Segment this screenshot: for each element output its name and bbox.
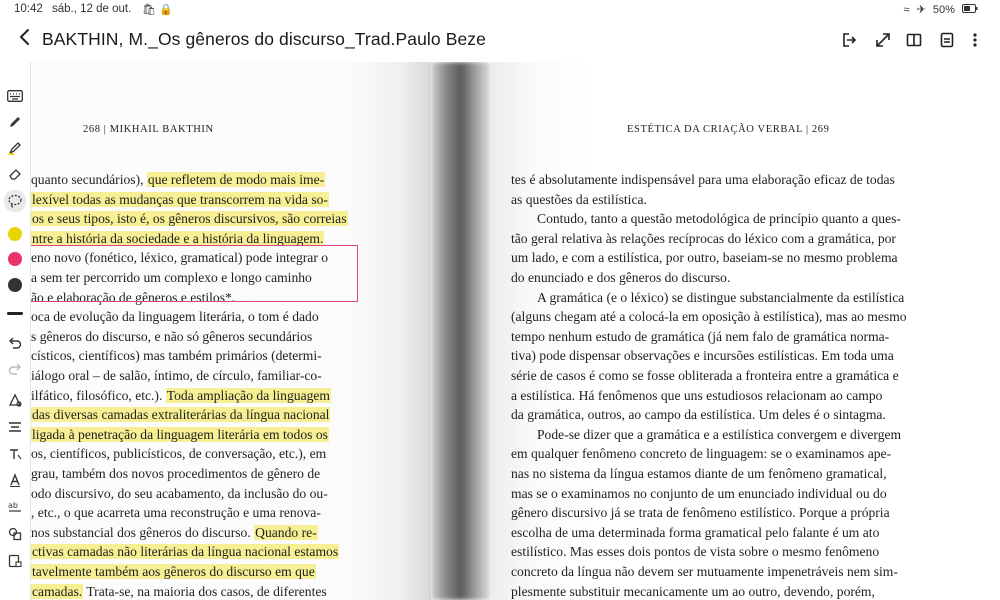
more-options-button[interactable] — [964, 29, 986, 51]
text-line — [31, 405, 330, 424]
status-date: sáb., 12 de out. — [52, 3, 132, 15]
wifi-icon: ≈ — [903, 4, 910, 16]
annotation-toolbar — [0, 62, 31, 600]
eraser-icon — [7, 166, 23, 182]
text-segment: plesmente substituir mecanicamente um ao outro, devendo, porém, — [511, 583, 875, 599]
color-black-swatch[interactable] — [8, 278, 22, 292]
image-lock-tool[interactable] — [5, 551, 25, 571]
battery-icon — [962, 4, 978, 16]
text-line — [511, 464, 887, 483]
status-icons-left — [142, 3, 173, 16]
text-line — [31, 327, 312, 346]
lasso-select-icon — [7, 193, 23, 209]
text-line — [31, 366, 322, 385]
export-button[interactable] — [838, 29, 860, 51]
text-line — [31, 523, 318, 542]
shape-tool[interactable] — [5, 390, 25, 410]
page-view-button[interactable] — [936, 29, 958, 51]
color-yellow-swatch[interactable] — [8, 227, 22, 241]
text-line — [511, 542, 879, 561]
text-line — [511, 346, 894, 365]
right-page — [491, 62, 1000, 600]
text-line — [511, 562, 898, 581]
text-line — [31, 464, 320, 483]
right-running-head: ESTÉTICA DA CRIAÇÃO VERBAL | 269 — [627, 124, 830, 135]
highlighter-icon — [7, 140, 23, 156]
text-segment: tiva) pode dispensar observações e incursões estilísticas. Em toda uma — [511, 348, 894, 364]
text-segment: quanto secundários), — [31, 172, 147, 187]
text-box-tool[interactable] — [5, 497, 25, 517]
text-segment: estilístico. Mas esses dois pontos de vista sobre o mesmo fenômeno — [511, 544, 880, 560]
text-box-icon — [7, 499, 23, 515]
text-segment: , etc., o que acarreta uma reconstrução e uma renova- — [31, 505, 321, 521]
text-line — [511, 405, 886, 424]
text-tool[interactable] — [5, 444, 25, 464]
text-segment: as questões da estilística. — [511, 191, 647, 207]
book-view-icon — [905, 31, 923, 49]
text-segment: s gêneros do discurso, e não só gêneros secundários — [31, 328, 313, 344]
text-segment: mas se o examinamos no conjunto de um enunciado individual ou do — [511, 485, 887, 501]
text-line — [31, 190, 329, 209]
text-segment: gênero discursivo já se trata de fenômeno estilístico. Porque a própria — [511, 505, 890, 521]
color-pink-swatch[interactable] — [8, 252, 22, 266]
text-segment: tes é absolutamente indispensável para uma elaboração eficaz de todas — [511, 172, 895, 187]
highlighted-text: camadas. — [32, 583, 83, 599]
text-line — [511, 170, 895, 189]
text-segment: tão geral relativa às relações recíprocas do léxico com a gramática, por — [511, 230, 896, 246]
left-running-head: 268 | MIKHAIL BAKTHIN — [83, 124, 214, 135]
text-segment: Contudo, tanto a questão metodológica de princípio quanto a ques- — [537, 211, 901, 227]
text-segment: (alguns chegam até a colocá-la em oposição à estilística), mas ao mesmo — [511, 309, 907, 325]
highlighted-text: ntre a história da sociedade e a história da linguagem. — [32, 230, 324, 246]
undo-icon — [7, 335, 23, 351]
text-segment: A gramática (e o léxico) se distingue substancialmente da estilística — [537, 289, 905, 305]
text-line — [511, 307, 907, 326]
text-segment: a sem ter percorrido um complexo e longo caminho — [31, 270, 312, 285]
shapes-icon — [7, 526, 23, 542]
highlighted-text: que refletem de modo mais ime- — [147, 172, 325, 187]
text-style-tool[interactable] — [5, 470, 25, 490]
text-line — [537, 209, 901, 228]
annotation-rectangle[interactable] — [31, 245, 358, 302]
lock-icon: 🔒 — [159, 4, 173, 16]
text-line — [31, 170, 325, 189]
keyboard-icon — [7, 90, 23, 102]
shapes-tool[interactable] — [5, 524, 25, 544]
pen-tool[interactable] — [5, 112, 25, 132]
text-segment: Pode-se dizer que a gramática e a estilística convergem e divergem — [537, 426, 902, 442]
text-segment: iálogo oral – de salão, íntimo, de círculo, familiar-co- — [31, 368, 322, 383]
text-segment: oca de evolução da linguagem literária, o tom é dado — [31, 309, 319, 325]
text-line — [511, 366, 899, 385]
text-segment: a estilística. Há fenômenos que uns estudiosos relacionam ao campo — [511, 387, 883, 403]
export-icon — [840, 31, 858, 49]
text-align-tool[interactable] — [5, 417, 25, 437]
text-align-icon — [7, 419, 23, 435]
expand-button[interactable] — [872, 29, 894, 51]
bag-icon: 🛍 — [142, 4, 156, 16]
text-line — [31, 209, 348, 228]
text-line — [537, 288, 904, 307]
highlighter-tool[interactable] — [5, 138, 25, 158]
text-segment: odo discursivo, do seu acabamento, da inclusão do ou- — [31, 485, 328, 501]
text-segment: série de casos é como se fosse obliterada a fronteira entre a gramática e — [511, 368, 899, 383]
text-line — [31, 582, 327, 600]
redo-icon — [7, 361, 23, 377]
text-line — [511, 503, 890, 522]
text-line — [511, 229, 896, 248]
text-line — [31, 562, 316, 581]
image-lock-icon — [7, 553, 23, 569]
eraser-tool[interactable] — [5, 164, 25, 184]
shape-icon — [7, 392, 23, 408]
highlighted-text: tavelmente também aos gêneros do discurso em que — [32, 564, 315, 579]
text-line — [31, 346, 322, 365]
highlighted-text: das diversas camadas extraliterárias da língua nacional — [32, 407, 330, 423]
text-style-icon — [7, 472, 23, 488]
lasso-select-tool[interactable] — [4, 190, 26, 212]
app-bar — [0, 20, 1000, 62]
text-segment: os, científicos, publicísticos, de conversação, etc.), em — [31, 446, 327, 462]
page-icon — [938, 31, 956, 49]
text-line — [31, 307, 319, 326]
status-time: 10:42 — [14, 3, 43, 15]
status-icons-right — [900, 3, 978, 16]
undo-button[interactable] — [5, 333, 25, 353]
chevron-left-icon — [17, 28, 31, 46]
highlighted-text: ctivas camadas não literárias da língua nacional estamos — [32, 544, 339, 560]
text-line — [511, 327, 889, 346]
text-line — [537, 425, 901, 444]
document-title: BAKTHIN, M._Os gêneros do discurso_Trad.Paulo Beze — [42, 29, 486, 49]
expand-icon — [874, 31, 892, 49]
text-segment: tempo nenhum estudo de gramática (já nem falo de gramática norma- — [511, 328, 890, 344]
text-segment: ilfático, filosófico, etc.). — [31, 387, 166, 403]
text-icon — [7, 446, 23, 462]
text-line — [511, 523, 879, 542]
book-spine-shadow — [431, 62, 491, 600]
text-line — [31, 444, 326, 463]
highlighted-text: Quando re- — [255, 524, 317, 540]
text-segment: em qualquer fenômeno concreto de linguagem: se o examinamos ape- — [511, 446, 892, 462]
text-segment: da gramática, outros, ao campo da estilística. Um deles é o sintagma. — [511, 407, 886, 423]
stroke-width-selector[interactable] — [7, 312, 23, 315]
text-line — [31, 386, 331, 405]
text-segment: nas no sistema da língua estamos diante de um fenômeno gramatical, — [511, 466, 887, 481]
text-segment: eno novo (fonético, léxico, gramatical) pode integrar o — [31, 250, 329, 266]
keyboard-tool[interactable] — [5, 86, 25, 106]
document-viewer[interactable] — [31, 62, 1000, 600]
pen-icon — [7, 114, 23, 130]
highlighted-text: lexível todas as mudanças que transcorrem na vida so- — [32, 191, 328, 207]
redo-button[interactable] — [5, 359, 25, 379]
airplane-icon: ✈ — [916, 4, 926, 16]
text-line — [31, 542, 339, 561]
status-bar — [0, 0, 1000, 20]
text-line — [31, 503, 321, 522]
svg-text:ab: ab — [8, 501, 18, 510]
text-segment: um lado, e com a estilística, por outro, baseiam-se no mesmo problema — [511, 250, 898, 266]
text-line — [511, 386, 882, 405]
text-segment: do enunciado e dos gêneros do discurso. — [511, 270, 731, 285]
text-line — [31, 484, 328, 503]
text-segment: Trata-se, na maioria dos casos, de diferentes — [83, 583, 327, 599]
highlighted-text: os e seus tipos, isto é, os gêneros discursivos, são correias — [32, 211, 347, 227]
text-line — [511, 582, 875, 600]
text-segment: nos substancial dos gêneros do discurso. — [31, 524, 255, 540]
more-icon — [972, 31, 978, 49]
text-segment: císticos, científicos) mas também primários (determi- — [31, 348, 322, 364]
highlighted-text: ligada à penetração da linguagem literária em todos os — [32, 426, 328, 442]
highlighted-text: Toda ampliação da linguagem — [166, 387, 331, 403]
text-line — [511, 268, 730, 287]
text-segment: escolha de uma determinada forma gramatical pelo falante é um ato — [511, 524, 880, 540]
text-line — [511, 484, 887, 503]
text-line — [511, 190, 647, 209]
text-line — [31, 425, 329, 444]
text-segment: grau, também dos novos procedimentos de gênero de — [31, 466, 321, 481]
back-button[interactable] — [12, 28, 36, 52]
book-view-button[interactable] — [903, 29, 925, 51]
text-segment: ão e elaboração de gêneros e estilos*. — [31, 289, 236, 305]
text-line — [511, 444, 891, 463]
battery-level: 50% — [932, 4, 955, 16]
left-page — [31, 62, 431, 600]
text-segment: concreto da língua não devem ser mutuamente impenetráveis nem sim- — [511, 564, 898, 579]
text-line — [511, 248, 898, 267]
